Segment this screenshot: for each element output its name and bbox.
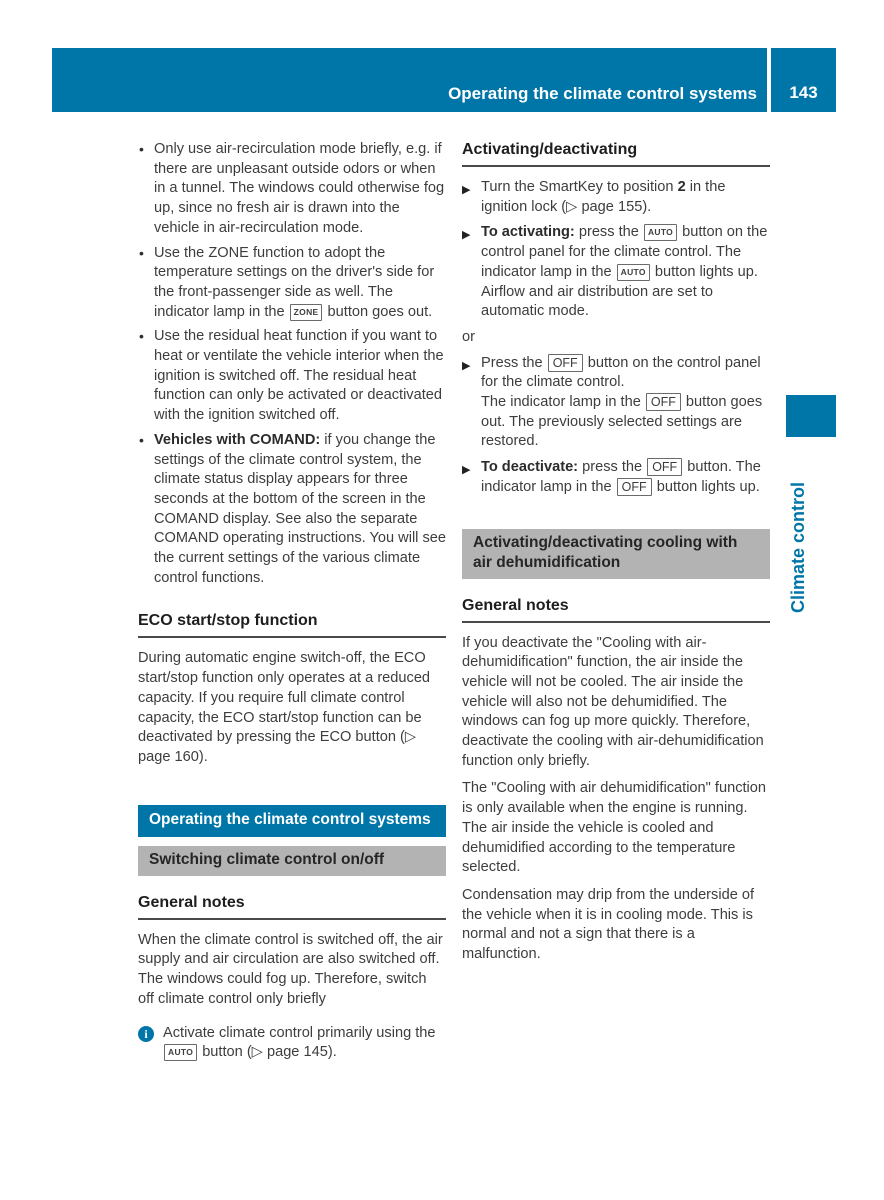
keycap-button-label: AUTO: [164, 1044, 197, 1061]
chapter-tab-marker: [786, 395, 836, 437]
bullet-icon: •: [139, 431, 144, 448]
list-item: [138, 431, 446, 589]
keycap-button-label: OFF: [548, 354, 583, 372]
instruction-step-text: Turn the SmartKey to position 2 in the ignition lock (▷ page 155).: [481, 179, 726, 215]
left-column: [138, 140, 446, 1063]
instruction-step: [462, 458, 770, 497]
page-header: [52, 48, 836, 112]
section-heading-activating: Activating/deactivating: [462, 140, 770, 167]
bullet-icon: •: [139, 141, 144, 157]
list-item: [138, 327, 446, 426]
instruction-step: [462, 354, 770, 453]
chapter-heading-block: Operating the climate control systems: [138, 805, 446, 837]
step-arrow-icon: ▶: [462, 464, 471, 477]
page-number: 143: [789, 83, 818, 102]
info-icon: i: [138, 1026, 154, 1042]
step-arrow-icon: ▶: [462, 184, 471, 196]
chapter-tab-label: Climate control: [788, 481, 808, 613]
list-item-text: Vehicles with COMAND: if you change the settings of the climate control system, the climate status display appears for three seconds at the bottom of the screen in the COMAND display. See also the separate COMAND operating instructions. You will see the current settings of the various climate control functions.: [154, 431, 447, 586]
instruction-step-text: Press the OFF button on the control panel for the climate control. The indicator lamp in the OFF button goes out. The previously selected settings are restored.: [481, 354, 763, 450]
header-title-box: [52, 48, 767, 112]
step-arrow-icon: ▶: [462, 359, 471, 372]
instruction-step-text: To activating: press the AUTO button on the control panel for the climate control. The indicator lamp in the AUTO button lights up. Airflow and air distribution are set to automatic mode.: [481, 224, 768, 320]
paragraph: The "Cooling with air dehumidification" function is only available when the engine is running. The air inside the vehicle is cooled and dehumidified according to the temperature selected.: [462, 780, 767, 876]
right-column: [462, 140, 770, 973]
section-heading-eco: ECO start/stop function: [138, 611, 446, 638]
keycap-button-label: AUTO: [644, 224, 677, 241]
bullet-icon: •: [139, 328, 144, 345]
header-page-box: [771, 48, 836, 112]
subsection-heading-block-cooling: Activating/deactivating cooling with air dehumidification: [462, 529, 770, 579]
section-heading-general-notes: General notes: [138, 893, 446, 920]
page-title: Operating the climate control systems: [448, 84, 757, 103]
paragraph: During automatic engine switch-off, the ECO start/stop function only operates at a reduced capacity. If you require full climate control capacity, the ECO start/stop function can be deactivated by pressing the ECO button (▷ page 160).: [138, 650, 431, 765]
step-arrow-icon: ▶: [462, 229, 471, 242]
instruction-step: [462, 178, 770, 217]
section-heading-general-notes: General notes: [462, 596, 770, 623]
list-item: [138, 140, 446, 239]
keycap-button-label: ZONE: [290, 304, 323, 321]
or-label: or: [462, 328, 475, 345]
instruction-step: [462, 223, 770, 322]
list-item-text: Only use air-recirculation mode briefly, e.g. if there are unpleasant outside odors or when in a tunnel. The windows could otherwise fog up, since no fresh air is drawn into the vehicle in air-recirculation mode.: [154, 141, 445, 236]
list-item: [138, 244, 446, 323]
keycap-button-label: OFF: [647, 458, 682, 476]
keycap-button-label: OFF: [617, 478, 652, 496]
keycap-button-label: OFF: [646, 393, 681, 411]
info-note: [138, 1024, 446, 1063]
paragraph: When the climate control is switched off, the air supply and air circulation are also switched off. The windows could fog up. Therefore, switch off climate control only briefly: [138, 931, 443, 1007]
instruction-step-text: To deactivate: press the OFF button. The indicator lamp in the OFF button lights up.: [481, 459, 761, 495]
keycap-button-label: AUTO: [617, 264, 650, 281]
paragraph: If you deactivate the "Cooling with air-dehumidification" function, the air inside the vehicle will not be cooled. The air inside the vehicle will also not be dehumidified. The windows can fog up more quickly. Therefore, deactivate the cooling with air-dehumidification function only briefly.: [462, 634, 764, 769]
list-item-text: Use the residual heat function if you want to heat or ventilate the vehicle interior when the ignition is switched off. The residual heat function can only be activated or deactivated with the ignition switched off.: [154, 328, 444, 424]
subsection-heading-block: Switching climate control on/off: [138, 846, 446, 876]
paragraph: Condensation may drip from the underside of the vehicle when it is in cooling mode. This is normal and not a sign that there is a malfunction.: [462, 886, 755, 963]
list-item-text: Use the ZONE function to adopt the temperature settings on the driver's side for the front-passenger side as well. The indicator lamp in the ZONE button goes out.: [154, 244, 435, 320]
info-note-text: Activate climate control primarily using the AUTO button (▷ page 145).: [163, 1024, 436, 1061]
bullet-icon: •: [139, 244, 144, 261]
